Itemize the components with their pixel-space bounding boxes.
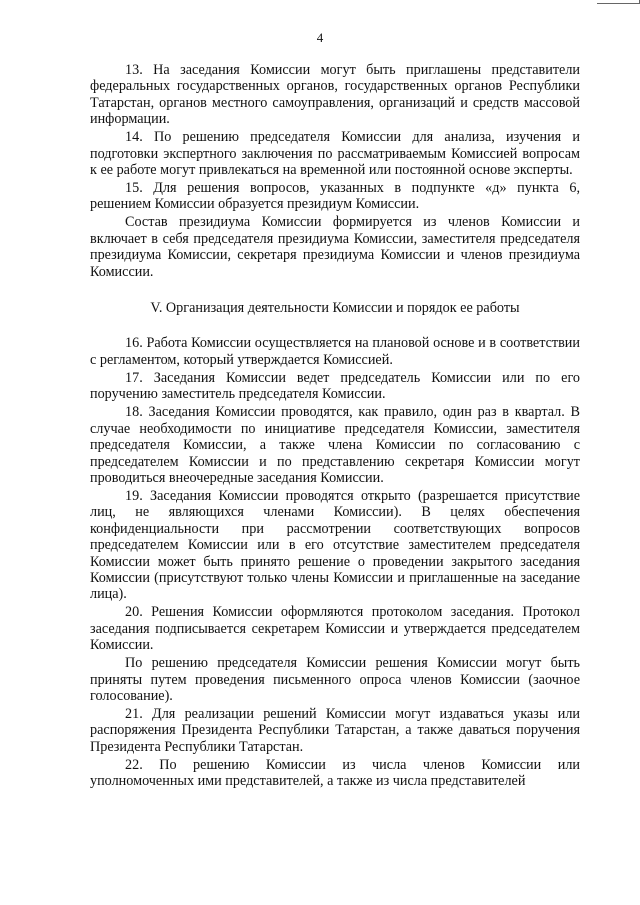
paragraph-20: 20. Решения Комиссии оформляются протоколом заседания. Протокол заседания подписывается секретарем Комиссии и утверждается председателем Комиссии. [90,604,580,654]
paragraph-16: 16. Работа Комиссии осуществляется на плановой основе и в соответствии с регламентом, который утверждается Комиссией. [90,335,580,368]
page-number: 4 [316,30,324,45]
document-body [90,62,580,791]
paragraph-17: 17. Заседания Комиссии ведет председатель Комиссии или по его поручению заместитель председателя Комиссии. [90,369,580,403]
paragraph-18: 18. Заседания Комиссии проводятся, как правило, один раз в квартал. В случае необходимости по инициативе председателя Комиссии, заместителя председателя Комиссии, а также члена Комиссии по согласованию с председателем Комиссии и по представлению секретаря Комиссии могут проводиться внеочередные заседания Комиссии. [90,404,580,486]
paragraph-14: 14. По решению председателя Комиссии для анализа, изучения и подготовки экспертного заключения по рассматриваемым Комиссией вопросам к ее работе могут привлекаться на временной или постоянной основе эксперты. [90,129,580,179]
paragraph-13: 13. На заседания Комиссии могут быть приглашены представители федеральных государственных органов, государственных органов Республики Татарстан, органов местного самоуправления, организаций и средств массовой информации. [90,62,580,128]
section-title: V. Организация деятельности Комиссии и порядок ее работы [150,300,520,317]
paragraph-presidium-composition: Состав президиума Комиссии формируется из членов Комиссии и включает в себя председателя президиума Комиссии, заместителя председателя президиума Комиссии, секретаря президиума Комиссии и членов президиума Комиссии. [90,214,580,280]
paragraph-22: 22. По решению Комиссии из числа членов Комиссии или уполномоченных ими представителей, а также из числа представителей [90,756,580,790]
paragraph-19: 19. Заседания Комиссии проводятся открыто (разрешается присутствие лиц, не являющихся членами Комиссии). В целях обеспечения конфиденциальности при рассмотрении соответствующих вопросов председателем Комиссии или в его отсутствие заместителем председателя Комиссии может быть принято решение о проведении закрытого заседания Комиссии (присутствуют только члены Комиссии и приглашенные на заседание лица). [90,487,580,603]
paragraph-15: 15. Для решения вопросов, указанных в подпункте «д» пункта 6, решением Комиссии образуется президиум Комиссии. [90,180,580,213]
corner-stamp-mark [597,0,640,4]
paragraph-absentee-voting: По решению председателя Комиссии решения Комиссии могут быть приняты путем проведения письменного опроса членов Комиссии (заочное голосование). [90,655,580,704]
paragraph-21: 21. Для реализации решений Комиссии могут издаваться указы или распоряжения Президента Республики Татарстан, а также даваться поручения Президента Республики Татарстан. [90,705,580,755]
